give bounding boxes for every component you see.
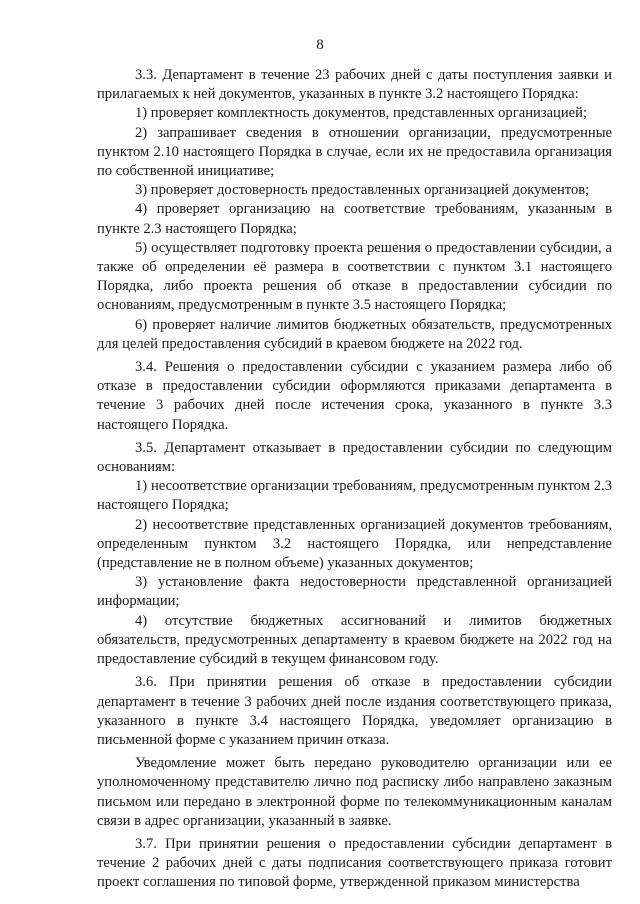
paragraph: Уведомление может быть передано руководителю организации или ее уполномоченному представителю лично под расписку либо направлено заказным письмом или передано в электронной форме по телекоммуникационным каналам связи в адрес организации, указанный в заявке.	[97, 755, 612, 829]
paragraph: 3.6. При принятии решения об отказе в предоставлении субсидии департамент в течение 3 рабочих дней после издания соответствующего приказа, указанного в пункте 3.4 настоящего Порядка, уведомляет организацию в письменной форме с указанием причин отказа.	[97, 674, 612, 748]
page-number: 8	[316, 37, 324, 53]
paragraph: 2) запрашивает сведения в отношении организации, предусмотренные пунктом 2.10 настоящего Порядка в случае, если их не предоставила организация по собственной инициативе;	[97, 124, 612, 180]
paragraph: 6) проверяет наличие лимитов бюджетных обязательств, предусмотренных для целей предоставления субсидий в краевом бюджете на 2022 год.	[97, 316, 612, 352]
paragraph: 3.4. Решения о предоставлении субсидии с указанием размера либо об отказе в предоставлении субсидии оформляются приказами департамента в течение 3 рабочих дней после истечения срока, указанного в пункте 3.3 настоящего Порядка.	[97, 359, 612, 433]
paragraph: 2) несоответствие представленных организацией документов требованиям, определенным пунктом 3.2 настоящего Порядка, или непредставление (представление не в полном объеме) указанных документов;	[97, 516, 612, 572]
paragraph: 1) несоответствие организации требованиям, предусмотренным пунктом 2.3 настоящего Порядка;	[97, 478, 612, 514]
paragraph: 3.3. Департамент в течение 23 рабочих дней с даты поступления заявки и прилагаемых к ней документов, указанных в пункте 3.2 настоящего Порядка:	[97, 67, 612, 103]
paragraph: 4) отсутствие бюджетных ассигнований и лимитов бюджетных обязательств, предусмотренных департаменту в краевом бюджете на 2022 год на предоставление субсидий в текущем финансовом году.	[97, 612, 612, 668]
paragraph: 3.7. При принятии решения о предоставлении субсидии департамент в течение 2 рабочих дней с даты подписания соответствующего приказа готовит проект соглашения по типовой форме, утвержденной приказом министерства	[97, 835, 612, 891]
paragraph: 4) проверяет организацию на соответствие требованиям, указанным в пункте 2.3 настоящего Порядка;	[97, 201, 612, 237]
document-body	[97, 66, 612, 893]
paragraph: 3) проверяет достоверность предоставленных организацией документов;	[135, 182, 590, 199]
paragraph: 5) осуществляет подготовку проекта решения о предоставлении субсидии, а также об определении её размера в соответствии с пунктом 3.1 настоящего Порядка, либо проекта решения об отказе в предоставлении субсидии по основаниям, предусмотренным в пункте 3.5 настоящего Порядка;	[97, 239, 612, 314]
paragraph: 1) проверяет комплектность документов, представленных организацией;	[135, 105, 588, 122]
paragraph: 3.5. Департамент отказывает в предоставлении субсидии по следующим основаниям:	[97, 439, 612, 476]
paragraph: 3) установление факта недостоверности представленной организацией информации;	[97, 574, 612, 610]
